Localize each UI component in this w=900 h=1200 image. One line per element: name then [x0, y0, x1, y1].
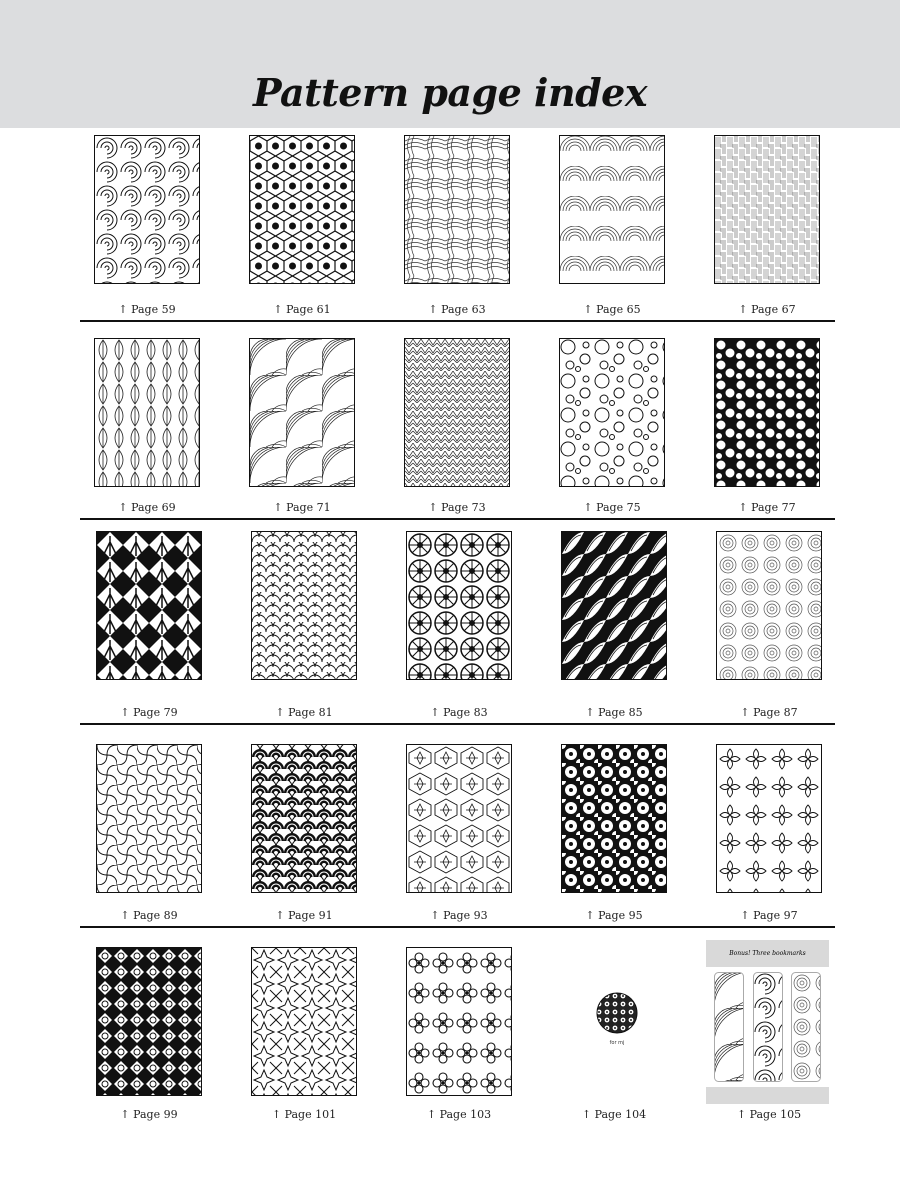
- page-label: Page 79: [133, 706, 178, 719]
- page-label: Page 77: [751, 501, 796, 514]
- pattern-thumbnail-flowers-dark[interactable]: [714, 338, 820, 487]
- coaster-caption: for mj: [609, 1040, 625, 1046]
- row-divider: [80, 518, 835, 520]
- page-label: Page 63: [441, 303, 486, 316]
- pattern-thumbnail-roses[interactable]: [716, 531, 822, 680]
- pattern-fill: [407, 745, 511, 892]
- bookmark-strip: [753, 972, 783, 1082]
- arrow-up-icon: ↑: [428, 501, 442, 514]
- bookmarks-title: Bonus! Three bookmarks: [706, 940, 829, 967]
- pattern-fill: [95, 339, 199, 486]
- pattern-thumbnail-tessellation[interactable]: [251, 947, 357, 1096]
- arrow-up-icon: ↑: [583, 501, 597, 514]
- pattern-fill: [560, 136, 664, 283]
- page-label: Page 73: [441, 501, 486, 514]
- page-label: Page 103: [439, 1108, 492, 1121]
- page-label: Page 97: [753, 909, 798, 922]
- page-link[interactable]: [77, 501, 217, 514]
- pattern-thumbnail-bubbles[interactable]: [559, 338, 665, 487]
- pattern-fill: [715, 136, 819, 283]
- pattern-fill: [250, 339, 354, 486]
- pattern-thumbnail-basketweave[interactable]: [714, 135, 820, 284]
- bookmark-strip: [714, 972, 744, 1082]
- row-divider: [80, 926, 835, 928]
- pattern-fill: [252, 532, 356, 679]
- arrow-up-icon: ↑: [740, 909, 754, 922]
- pattern-fill: [252, 745, 356, 892]
- pattern-fill: [97, 745, 201, 892]
- page-label: Page 67: [751, 303, 796, 316]
- arrow-up-icon: ↑: [120, 706, 134, 719]
- page-link[interactable]: [699, 909, 839, 922]
- pattern-fill: [97, 948, 201, 1095]
- page-label: Page 89: [133, 909, 178, 922]
- page-link[interactable]: [697, 501, 837, 514]
- arrow-up-icon: ↑: [583, 303, 597, 316]
- page-link[interactable]: [387, 303, 527, 316]
- pattern-fill: [560, 339, 664, 486]
- page-label: Page 65: [596, 303, 641, 316]
- pattern-thumbnail-seigaiha[interactable]: [251, 744, 357, 893]
- pattern-thumbnail-stars[interactable]: [406, 744, 512, 893]
- pattern-fill: [717, 745, 821, 892]
- page-link[interactable]: [697, 303, 837, 316]
- page-label: Page 81: [288, 706, 333, 719]
- page-link[interactable]: [234, 1108, 374, 1121]
- arrow-up-icon: ↑: [430, 909, 444, 922]
- arrow-up-icon: ↑: [740, 706, 754, 719]
- page-link[interactable]: [542, 501, 682, 514]
- page-link[interactable]: [699, 1108, 839, 1121]
- arrow-up-icon: ↑: [738, 501, 752, 514]
- arrow-up-icon: ↑: [275, 909, 289, 922]
- pattern-fill: [405, 339, 509, 486]
- arrow-up-icon: ↑: [581, 1108, 595, 1121]
- pattern-fill: [250, 136, 354, 283]
- bookmarks-footer: [706, 1087, 829, 1104]
- page-link[interactable]: [234, 909, 374, 922]
- pattern-thumbnail-circles-dark[interactable]: [561, 744, 667, 893]
- pattern-fill: [562, 745, 666, 892]
- page-link[interactable]: [389, 1108, 529, 1121]
- pattern-fill: [562, 532, 666, 679]
- page-link[interactable]: [387, 501, 527, 514]
- pattern-fill: [715, 339, 819, 486]
- page-link[interactable]: [544, 909, 684, 922]
- page-link[interactable]: [544, 706, 684, 719]
- pattern-thumbnail-leaf[interactable]: [94, 338, 200, 487]
- page-label: Page 101: [284, 1108, 337, 1121]
- page-label: Page 99: [133, 1108, 178, 1121]
- page-label: Page 104: [594, 1108, 647, 1121]
- page-link[interactable]: [79, 706, 219, 719]
- arrow-up-icon: ↑: [736, 1108, 750, 1121]
- pattern-thumbnail-swirl[interactable]: [94, 135, 200, 284]
- page-label: Page 69: [131, 501, 176, 514]
- pattern-thumbnail-quatrefoil[interactable]: [406, 947, 512, 1096]
- pattern-fill: [405, 136, 509, 283]
- page-label: Page 91: [288, 909, 333, 922]
- bookmark-strip: [791, 972, 821, 1082]
- arrow-up-icon: ↑: [585, 909, 599, 922]
- pattern-thumbnail-scales[interactable]: [251, 531, 357, 680]
- bookmark-strips: [706, 967, 829, 1082]
- arrow-up-icon: ↑: [428, 303, 442, 316]
- pattern-fill: [97, 532, 201, 679]
- page-label: Page 83: [443, 706, 488, 719]
- arrow-up-icon: ↑: [426, 1108, 440, 1121]
- page-label: Page 93: [443, 909, 488, 922]
- arrow-up-icon: ↑: [430, 706, 444, 719]
- page-label: Page 85: [598, 706, 643, 719]
- arrow-up-icon: ↑: [275, 706, 289, 719]
- row-divider: [80, 320, 835, 322]
- page-link[interactable]: [389, 706, 529, 719]
- arrow-up-icon: ↑: [738, 303, 752, 316]
- pattern-thumbnail-arcs[interactable]: [249, 338, 355, 487]
- page-label: Page 59: [131, 303, 176, 316]
- page-link[interactable]: [79, 1108, 219, 1121]
- pattern-fill: [407, 948, 511, 1095]
- page-label: Page 95: [598, 909, 643, 922]
- pattern-thumbnail-wheels[interactable]: [406, 531, 512, 680]
- row-divider: [80, 723, 835, 725]
- arrow-up-icon: ↑: [120, 1108, 134, 1121]
- pattern-thumbnail-waves-dark[interactable]: [561, 531, 667, 680]
- page-link[interactable]: [389, 909, 529, 922]
- pattern-fill: [717, 532, 821, 679]
- pattern-thumbnail-bookmarks[interactable]: [706, 940, 829, 1104]
- page-label: Page 61: [286, 303, 331, 316]
- page-link[interactable]: [79, 909, 219, 922]
- page-link[interactable]: [234, 706, 374, 719]
- page-link[interactable]: [77, 303, 217, 316]
- pattern-thumbnail-knit[interactable]: [404, 338, 510, 487]
- page-link[interactable]: [232, 303, 372, 316]
- arrow-up-icon: ↑: [273, 501, 287, 514]
- page-link[interactable]: [544, 1108, 684, 1121]
- arrow-up-icon: ↑: [120, 909, 134, 922]
- pattern-thumbnail-stripes-arc[interactable]: [559, 135, 665, 284]
- page-label: Page 105: [749, 1108, 802, 1121]
- pattern-thumbnail-hexagon[interactable]: [249, 135, 355, 284]
- arrow-up-icon: ↑: [273, 303, 287, 316]
- page-label: Page 71: [286, 501, 331, 514]
- arrow-up-icon: ↑: [118, 501, 132, 514]
- pattern-thumbnail-pinwheel[interactable]: [96, 744, 202, 893]
- pattern-fill: [95, 136, 199, 283]
- pattern-fill: [407, 532, 511, 679]
- pattern-thumbnail-weave[interactable]: [404, 135, 510, 284]
- pattern-thumbnail-round-coaster[interactable]: [595, 992, 639, 1046]
- page-link[interactable]: [542, 303, 682, 316]
- arrow-up-icon: ↑: [118, 303, 132, 316]
- pattern-thumbnail-floral-grid[interactable]: [716, 744, 822, 893]
- page-label: Page 75: [596, 501, 641, 514]
- page-title: Pattern page index: [253, 70, 647, 115]
- pattern-thumbnail-art-deco[interactable]: [96, 531, 202, 680]
- arrow-up-icon: ↑: [271, 1108, 285, 1121]
- page-link[interactable]: [232, 501, 372, 514]
- arrow-up-icon: ↑: [585, 706, 599, 719]
- page-label: Page 87: [753, 706, 798, 719]
- pattern-fill: [252, 948, 356, 1095]
- page-link[interactable]: [699, 706, 839, 719]
- pattern-thumbnail-mosaic[interactable]: [96, 947, 202, 1096]
